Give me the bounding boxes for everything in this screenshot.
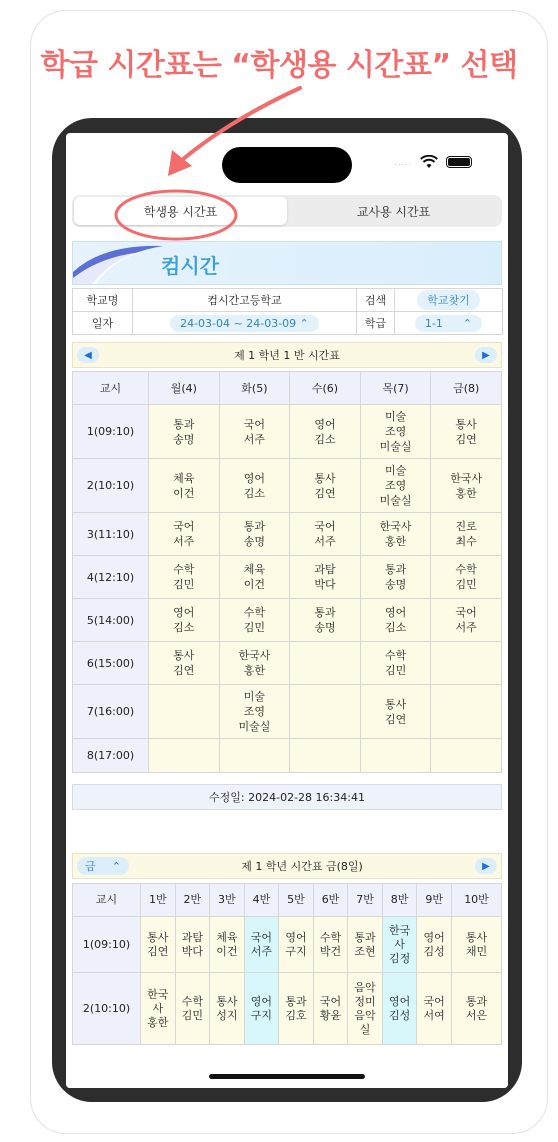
cell-line: 통과: [465, 994, 488, 1008]
table-row: [73, 642, 502, 685]
cell-line: 통사: [173, 649, 195, 662]
timetable-cell: [290, 739, 361, 773]
cell-line: 김민: [173, 578, 195, 591]
timetable-type-segment: [72, 195, 502, 227]
cell-line: 이건: [173, 486, 195, 500]
timetable-cell: [219, 513, 290, 556]
cell-line: 통과: [354, 930, 376, 944]
cell-line: 통사: [455, 417, 477, 431]
cell-line: 홍한: [147, 1015, 169, 1029]
timetable-cell: [417, 973, 452, 1045]
cell-line: 과탐: [181, 930, 203, 944]
cell-line: 통과: [173, 417, 195, 431]
timetable-cell: [290, 599, 361, 642]
school-info-table: [72, 288, 503, 335]
cell-line: 김정: [388, 951, 411, 965]
cell-line: 수학: [243, 606, 266, 619]
class-label: 학급: [357, 312, 395, 335]
cell-line: 수(6): [311, 381, 339, 395]
timetable-cell: [149, 405, 220, 459]
cell-line: 김민: [243, 621, 266, 634]
timetable-cell: [219, 405, 290, 459]
cell-line: 김연: [455, 432, 477, 446]
timetable-cell: [452, 973, 502, 1045]
timetable-cell: [210, 973, 245, 1045]
cell-line: 송명: [173, 432, 195, 446]
cell-line: 서주: [250, 944, 273, 958]
cell-line: 1반: [148, 893, 167, 906]
column-header: [417, 884, 452, 917]
timetable-cell: [290, 459, 361, 513]
cell-line: 김민: [455, 578, 477, 591]
timetable-cell: [313, 973, 348, 1045]
timetable-cell: [149, 685, 220, 739]
week-nav-bar: [72, 342, 502, 368]
cell-line: 사: [394, 937, 405, 951]
timetable-cell: [360, 405, 431, 459]
period-cell: [73, 513, 149, 556]
date-range-select[interactable]: 24-03-04 ~ 24-03-09 ⌃: [170, 315, 319, 332]
cell-line: 송명: [314, 621, 336, 634]
cell-line: 진로: [455, 520, 477, 533]
column-header: [348, 884, 383, 917]
class-header-row: [73, 884, 502, 917]
table-row: [73, 917, 502, 973]
date-label: 일자: [73, 312, 133, 335]
timetable-cell: [431, 739, 502, 773]
week-timetable-title: 제 1 학년 1 반 시간표: [234, 349, 340, 362]
cell-line: 한국사: [450, 471, 483, 485]
timetable-cell: [290, 556, 361, 599]
cell-line: 홍한: [384, 535, 407, 548]
cell-line: 김소: [314, 432, 336, 446]
cell-line: 영어: [388, 994, 411, 1008]
table-row: [73, 973, 502, 1045]
dynamic-island: [222, 147, 352, 183]
cell-line: 구지: [250, 1008, 273, 1022]
column-header: [452, 884, 502, 917]
chevron-updown-icon: ⌃: [462, 316, 473, 330]
period-cell: [73, 685, 149, 739]
cell-line: 2(10:10): [82, 1001, 131, 1015]
phone-screen: [66, 133, 508, 1088]
cell-line: 사: [152, 1001, 164, 1015]
cell-line: 2반: [183, 893, 202, 906]
timetable-cell: [279, 973, 314, 1045]
weekly-timetable: [72, 371, 502, 773]
cell-line: 수학: [384, 649, 407, 662]
period-cell: [73, 642, 149, 685]
cell-line: 수학: [181, 994, 203, 1008]
timetable-cell: [149, 642, 220, 685]
tab-student-timetable[interactable]: 학생용 시간표: [74, 197, 287, 225]
cell-line: 통사: [384, 697, 407, 711]
timetable-cell: [360, 642, 431, 685]
cell-line: 이건: [243, 578, 266, 591]
table-row: [73, 599, 502, 642]
cell-line: 미술실: [379, 494, 412, 507]
timetable-cell: [244, 917, 279, 973]
timetable-cell: [360, 739, 431, 773]
period-cell: [73, 599, 149, 642]
cell-line: 채민: [465, 944, 488, 958]
cell-line: 홍한: [455, 486, 477, 500]
timetable-cell: [149, 599, 220, 642]
day-select[interactable]: 금 ⌃: [77, 857, 129, 875]
cell-line: 국어: [455, 606, 477, 619]
timetable-cell: [290, 685, 361, 739]
timetable-cell: [431, 599, 502, 642]
signal-dots: .....: [394, 157, 412, 167]
search-label: 검색: [357, 289, 395, 312]
next-arrow-icon[interactable]: ▶: [475, 347, 497, 363]
cell-line: 교시: [99, 381, 122, 395]
cell-line: 영어: [250, 994, 273, 1008]
cell-line: 영어: [285, 930, 307, 944]
cell-line: 미술: [243, 690, 266, 703]
cell-line: 음악: [354, 1008, 376, 1022]
cell-line: 한국: [147, 987, 169, 1001]
cell-line: 김민: [181, 1008, 203, 1022]
cell-line: 국어: [319, 994, 342, 1008]
cell-line: 국어: [423, 994, 445, 1008]
battery-icon: [446, 156, 472, 168]
cell-line: 8반: [390, 893, 409, 906]
cell-line: 서주: [173, 535, 195, 548]
column-header: [141, 884, 176, 917]
cell-line: 박건: [319, 944, 342, 958]
timetable-cell: [431, 685, 502, 739]
cell-line: 1(09:10): [86, 425, 135, 438]
column-header: [219, 372, 290, 405]
day-timetable-title: 제 1 학년 시간표 금(8일): [241, 860, 363, 873]
cell-line: 성지: [216, 1008, 238, 1022]
chevron-updown-icon: ⌃: [299, 316, 309, 330]
cell-line: 김민: [384, 664, 407, 677]
timetable-cell: [360, 513, 431, 556]
cell-line: 서주: [455, 621, 477, 634]
timetable-cell: [219, 459, 290, 513]
week-header-row: [73, 372, 502, 405]
timetable-cell: [219, 739, 290, 773]
table-row: [73, 685, 502, 739]
chevron-updown-icon: ⌃: [111, 859, 121, 873]
table-row: [73, 459, 502, 513]
cell-line: 10반: [464, 893, 489, 906]
timetable-cell: [290, 642, 361, 685]
timetable-cell: [244, 973, 279, 1045]
school-name: 컴시간고등학교: [133, 289, 357, 312]
cell-line: 영어: [314, 417, 336, 431]
find-school-button[interactable]: 학교찾기: [417, 290, 480, 310]
cell-line: 김소: [243, 486, 266, 500]
cell-line: 수학: [455, 563, 477, 576]
cell-line: 김연: [173, 664, 195, 677]
screen-bottom: [66, 1051, 508, 1088]
cell-line: 송명: [243, 535, 266, 548]
logo-swoosh-icon: [73, 242, 163, 285]
column-header: [73, 372, 149, 405]
cell-line: 김연: [384, 712, 407, 726]
cell-line: 4(12:10): [86, 570, 135, 584]
period-cell: [73, 459, 149, 513]
table-row: [73, 739, 502, 773]
timetable-cell: [360, 599, 431, 642]
headline: 학급 시간표는 “학생용 시간표” 선택: [40, 48, 518, 83]
status-bar: [394, 155, 472, 169]
cell-line: 국어: [243, 417, 266, 431]
cell-line: 미술: [384, 410, 407, 423]
timetable-cell: [348, 973, 383, 1045]
cell-line: 최수: [455, 535, 477, 548]
cell-line: 체육: [243, 563, 266, 576]
day-nav-bar: [72, 853, 502, 879]
cell-line: 8(17:00): [86, 749, 135, 762]
cell-line: 조현: [354, 944, 376, 958]
timetable-cell: [149, 739, 220, 773]
timetable-cell: [149, 513, 220, 556]
cell-line: 5(14:00): [86, 613, 135, 627]
wifi-icon: [420, 155, 438, 169]
timetable-cell: [175, 917, 210, 973]
timetable-cell: [360, 685, 431, 739]
cell-line: 통과: [285, 994, 307, 1008]
cell-line: 실: [359, 1022, 371, 1036]
timetable-cell: [219, 599, 290, 642]
timetable-cell: [141, 917, 176, 973]
cell-line: 9반: [425, 893, 443, 906]
period-cell: [73, 739, 149, 773]
cell-line: 체육: [216, 930, 238, 944]
cell-line: 3(11:10): [86, 527, 135, 541]
timetable-cell: [382, 917, 417, 973]
cell-line: 서여: [423, 1008, 445, 1022]
cell-line: 영어: [423, 930, 445, 944]
prev-arrow-icon[interactable]: ◀: [77, 347, 99, 363]
timetable-cell: [431, 513, 502, 556]
school-label: 학교명: [73, 289, 133, 312]
cell-line: 미술: [384, 464, 407, 477]
cell-line: 6반: [321, 893, 340, 906]
cell-line: 2(10:10): [86, 479, 135, 492]
cell-line: 7반: [356, 893, 374, 906]
cell-line: 정미: [354, 994, 376, 1008]
column-header: [290, 372, 361, 405]
column-header: [244, 884, 279, 917]
cell-line: 서주: [243, 432, 266, 446]
timetable-cell: [431, 459, 502, 513]
cell-line: 박다: [181, 944, 203, 958]
cell-line: 김호: [285, 1008, 307, 1022]
period-cell: [73, 973, 141, 1045]
cell-line: 조영: [384, 479, 407, 492]
timetable-cell: [219, 685, 290, 739]
class-select[interactable]: 1-1 ⌃: [415, 315, 482, 332]
timetable-cell: [219, 642, 290, 685]
timetable-cell: [360, 459, 431, 513]
cell-line: 월(4): [170, 381, 197, 395]
cell-line: 서은: [465, 1008, 488, 1022]
column-header: [73, 884, 141, 917]
cell-line: 국어: [314, 520, 336, 533]
cell-line: 김연: [147, 944, 169, 958]
cell-line: 6(15:00): [86, 656, 135, 670]
timetable-cell: [210, 917, 245, 973]
cell-line: 5반: [287, 893, 305, 906]
tab-teacher-timetable[interactable]: 교사용 시간표: [356, 204, 431, 219]
cell-line: 조영: [384, 425, 407, 438]
timetable-cell: [431, 405, 502, 459]
cell-line: 한국: [388, 923, 411, 937]
cell-line: 통사: [147, 930, 169, 944]
brand-banner: [72, 241, 502, 285]
cell-line: 음악: [354, 980, 376, 994]
timetable-cell: [348, 917, 383, 973]
period-cell: [73, 917, 141, 973]
cell-line: 홍한: [243, 664, 266, 677]
modified-date: 수정일: 2024-02-28 16:34:41: [72, 784, 502, 810]
cell-line: 김소: [384, 621, 407, 634]
table-row: [73, 513, 502, 556]
cell-line: 목(7): [382, 381, 409, 395]
cell-line: 황윤: [319, 1008, 342, 1022]
timetable-cell: [360, 556, 431, 599]
cell-line: 미술실: [238, 720, 271, 733]
cell-line: 통사: [314, 471, 336, 485]
timetable-cell: [149, 556, 220, 599]
home-indicator: [209, 1074, 365, 1079]
cell-line: 송명: [384, 578, 407, 591]
period-cell: [73, 405, 149, 459]
cell-line: 체육: [173, 471, 195, 485]
cell-line: 수학: [319, 930, 342, 944]
cell-line: 김성: [423, 944, 445, 958]
cell-line: 미술실: [379, 440, 412, 453]
cell-line: 1(09:10): [82, 937, 131, 951]
cell-line: 통과: [314, 606, 336, 619]
timetable-cell: [290, 513, 361, 556]
timetable-cell: [417, 917, 452, 973]
cell-line: 4반: [252, 893, 271, 906]
table-row: [73, 556, 502, 599]
cell-line: 김성: [388, 1008, 411, 1022]
cell-line: 국어: [173, 520, 195, 533]
table-row: [73, 405, 502, 459]
cell-line: 영어: [243, 471, 266, 485]
column-header: [382, 884, 417, 917]
cell-line: 구지: [285, 944, 307, 958]
cell-line: 통사: [216, 994, 238, 1008]
column-header: [313, 884, 348, 917]
column-header: [210, 884, 245, 917]
cell-line: 이건: [216, 944, 238, 958]
cell-line: 한국사: [238, 649, 271, 662]
timetable-cell: [431, 642, 502, 685]
cell-line: 김연: [314, 486, 336, 500]
cell-line: 통과: [243, 520, 266, 533]
cell-line: 조영: [243, 705, 266, 718]
timetable-cell: [290, 405, 361, 459]
cell-line: 김소: [173, 621, 195, 634]
cell-line: 화(5): [241, 381, 268, 395]
timetable-cell: [279, 917, 314, 973]
cell-line: 7(16:00): [86, 705, 135, 718]
timetable-cell: [452, 917, 502, 973]
timetable-cell: [175, 973, 210, 1045]
column-header: [431, 372, 502, 405]
cell-line: 서주: [314, 535, 336, 548]
timetable-cell: [141, 973, 176, 1045]
cell-line: 통과: [384, 563, 407, 576]
timetable-cell: [219, 556, 290, 599]
timetable-cell: [313, 917, 348, 973]
brand-logo: 컴시간: [161, 254, 219, 278]
cell-line: 통사: [465, 930, 488, 944]
column-header: [279, 884, 314, 917]
column-header: [175, 884, 210, 917]
period-cell: [73, 556, 149, 599]
column-header: [149, 372, 220, 405]
cell-line: 교시: [95, 893, 118, 906]
cell-line: 금(8): [453, 381, 480, 395]
timetable-cell: [431, 556, 502, 599]
timetable-cell: [149, 459, 220, 513]
grade-day-timetable: [72, 883, 502, 1045]
cell-line: 영어: [173, 606, 195, 619]
cell-line: 한국사: [379, 520, 412, 533]
cell-line: 3반: [218, 893, 236, 906]
cell-line: 과탐: [314, 563, 336, 576]
next-arrow-icon[interactable]: ▶: [475, 858, 497, 874]
timetable-cell: [382, 973, 417, 1045]
column-header: [360, 372, 431, 405]
cell-line: 수학: [173, 563, 195, 576]
cell-line: 국어: [250, 930, 273, 944]
cell-line: 박다: [314, 578, 336, 591]
cell-line: 영어: [384, 606, 407, 619]
